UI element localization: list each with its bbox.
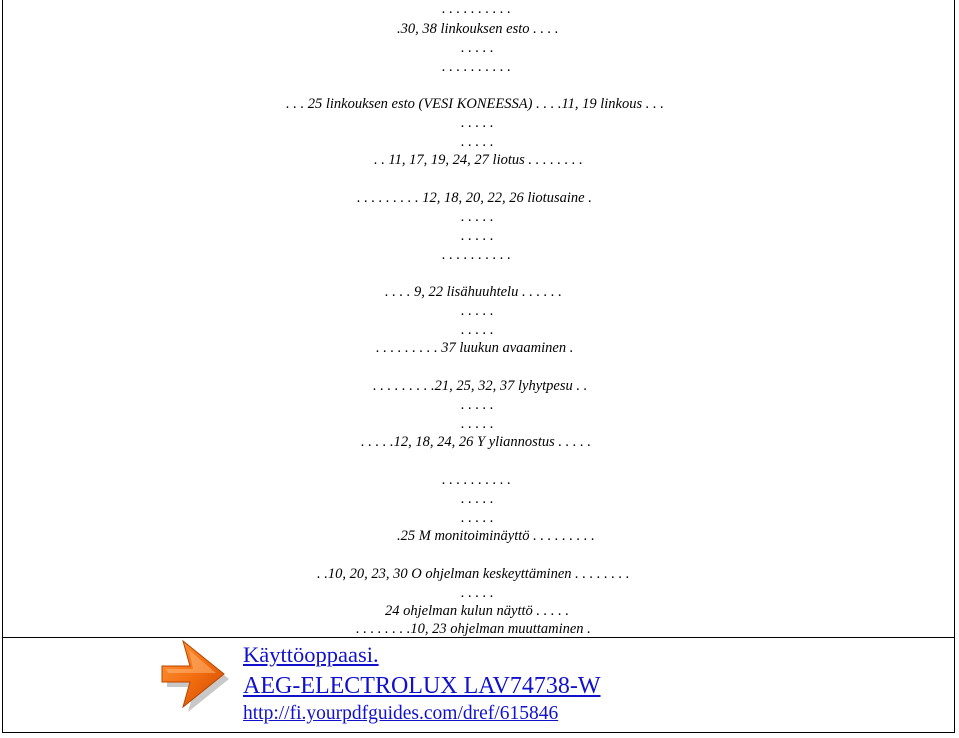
index-line: . . . . . <box>461 40 494 56</box>
index-line: . . 11, 17, 19, 24, 27 liotus . . . . . . . . <box>374 152 583 168</box>
index-line: . . . . .12, 18, 24, 26 Y yliannostus . . . . . <box>361 434 591 450</box>
orange-arrow-icon[interactable] <box>156 636 232 712</box>
index-line: . . . . 9, 22 lisähuuhtelu . . . . . . <box>385 284 562 300</box>
index-line: . . . . . . . . . 37 luukun avaaminen . <box>376 340 574 356</box>
index-line: . . . . . <box>461 303 494 319</box>
user-manual-link[interactable]: Käyttöoppaasi. <box>243 642 379 667</box>
index-line: . . . . . <box>461 397 494 413</box>
footer-divider <box>2 637 955 638</box>
index-line: . . . . . <box>461 134 494 150</box>
index-line: . . . 25 linkouksen esto (VESI KONEESSA) . . . .11, 19 linkous . . . <box>286 96 664 112</box>
index-line: . . . . . <box>461 416 494 432</box>
index-line: . . . . . <box>461 322 494 338</box>
index-line: . . . . . <box>461 209 494 225</box>
index-line: . . . . . <box>461 491 494 507</box>
index-line: . .10, 20, 23, 30 O ohjelman keskeyttäminen . . . . . . . . <box>317 566 630 582</box>
index-line: . . . . . . . . . . <box>442 247 511 263</box>
index-line: . . . . . . . . . . <box>442 472 511 488</box>
index-line: .30, 38 linkouksen esto . . . . <box>397 21 559 37</box>
guide-url-link[interactable]: http://fi.yourpdfguides.com/dref/615846 <box>243 703 559 724</box>
index-line: 24 ohjelman kulun näyttö . . . . . <box>385 603 570 619</box>
index-line: . . . . . . . . .21, 25, 32, 37 lyhytpesu . . <box>373 378 588 394</box>
index-line: . . . . . <box>461 115 494 131</box>
index-line: . . . . . . . . . . <box>442 59 511 75</box>
product-model-link[interactable]: AEG-ELECTROLUX LAV74738-W <box>243 673 601 699</box>
index-line: . . . . . . . . . 12, 18, 20, 22, 26 liotusaine . <box>357 190 592 206</box>
index-line: . . . . . <box>461 585 494 601</box>
index-line: .25 M monitoiminäyttö . . . . . . . . . <box>397 528 595 544</box>
index-line: . . . . . . . .10, 23 ohjelman muuttaminen . <box>356 621 591 637</box>
index-line: . . . . . . . . . . <box>442 1 511 17</box>
index-line: . . . . . <box>461 510 494 526</box>
index-line: . . . . . <box>461 228 494 244</box>
